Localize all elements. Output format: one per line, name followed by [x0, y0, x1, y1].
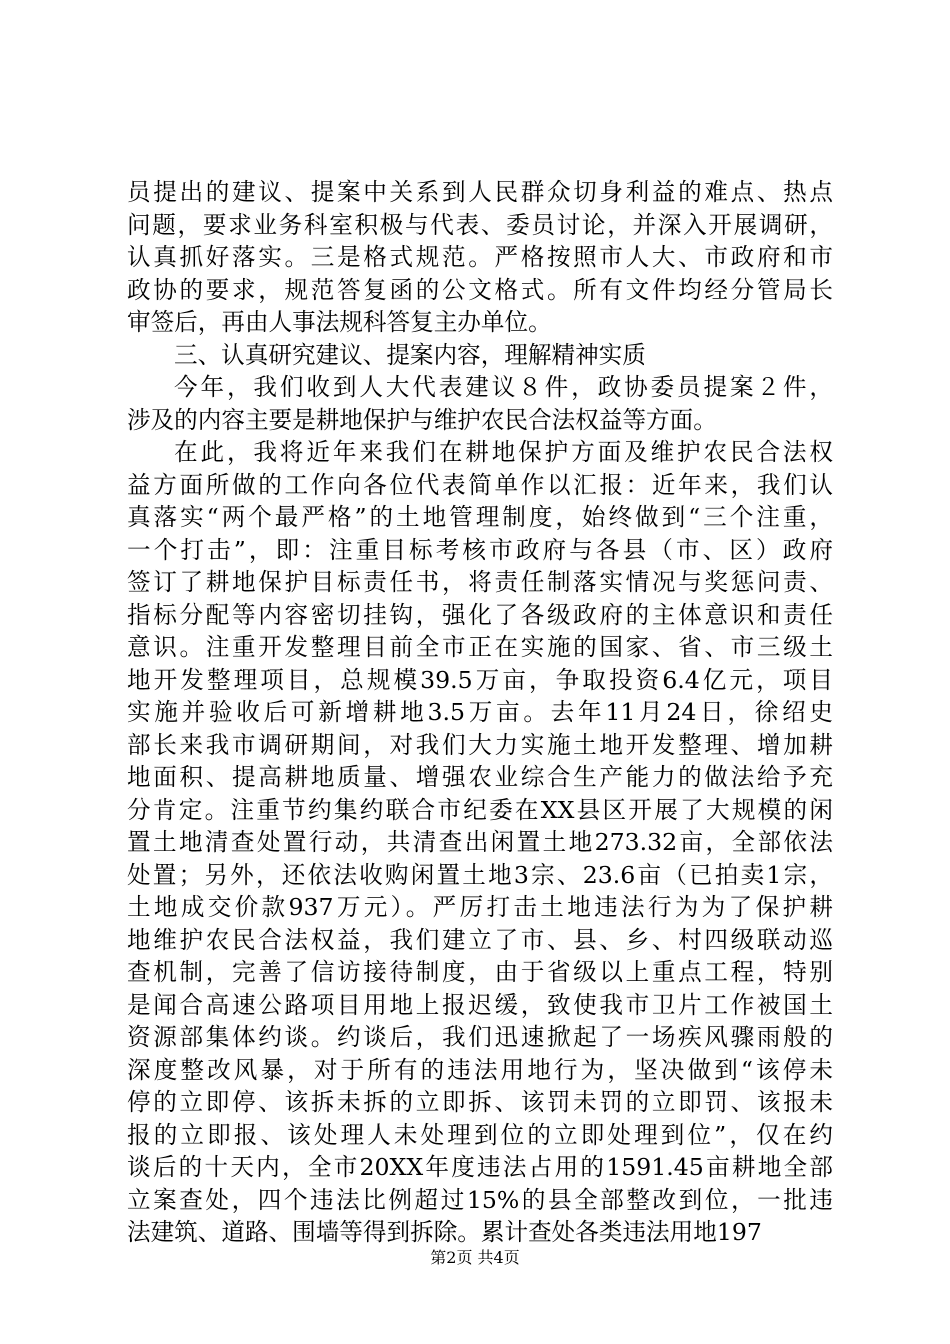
- text-line: 地维护农民合法权益，我们建立了市、县、乡、村四级联动巡: [127, 925, 833, 954]
- text-line: 法建筑、道路、围墙等得到拆除。累计查处各类违法用地197: [127, 1218, 762, 1246]
- text-line: 资源部集体约谈。约谈后，我们迅速掀起了一场疾风骤雨般的: [127, 1023, 833, 1051]
- text-line: 指标分配等内容密切挂钩，强化了各级政府的主体意识和责任: [127, 600, 833, 629]
- page-footer: 第2页 共4页: [430, 1248, 520, 1267]
- text-line: 认真抓好落实。三是格式规范。严格按照市人大、市政府和市: [127, 243, 833, 271]
- text-line: 深度整改风暴，对于所有的违法用地行为，坚决做到“该停未: [127, 1055, 833, 1084]
- text-line: 地开发整理项目，总规模39.5万亩，争取投资6.4亿元，项目: [127, 665, 833, 694]
- text-line: 立案查处，四个违法比例超过15%的县全部整改到位，一批违: [127, 1185, 833, 1214]
- text-line: 意识。注重开发整理目前全市正在实施的国家、省、市三级土: [127, 633, 833, 661]
- text-line: 谈后的十天内，全市20XX年度违法占用的1591.45亩耕地全部: [127, 1153, 833, 1181]
- text-line: 处置；另外，还依法收购闲置土地3宗、23.6亩（已拍卖1宗，: [127, 860, 833, 889]
- text-line: 真落实“两个最严格”的土地管理制度，始终做到“三个注重，: [127, 503, 833, 531]
- text-line: 部长来我市调研期间，对我们大力实施土地开发整理、增加耕: [127, 730, 833, 759]
- text-line: 报的立即报、该处理人未处理到位的立即处理到位”，仅在约: [127, 1120, 833, 1149]
- text-line: 益方面所做的工作向各位代表简单作以汇报：近年来，我们认: [127, 470, 833, 499]
- document-body: [127, 176, 833, 1249]
- text-line: 分肯定。注重节约集约联合市纪委在XX县区开展了大规模的闲: [127, 795, 833, 824]
- text-line: 实施并验收后可新增耕地3.5万亩。去年11月24日，徐绍史: [127, 698, 833, 726]
- text-line: 问题，要求业务科室积极与代表、委员讨论，并深入开展调研，: [127, 210, 833, 239]
- text-line: 是闻合高速公路项目用地上报迟缓，致使我市卫片工作被国土: [127, 990, 833, 1019]
- text-line: 一个打击”，即：注重目标考核市政府与各县（市、区）政府: [127, 535, 833, 564]
- text-line: 在此，我将近年来我们在耕地保护方面及维护农民合法权: [174, 438, 833, 466]
- text-line: 停的立即停、该拆未拆的立即拆、该罚未罚的立即罚、该报未: [127, 1088, 833, 1116]
- text-line: 置土地清查处置行动，共清查出闲置土地273.32亩，全部依法: [127, 828, 833, 856]
- text-line: 三、认真研究建议、提案内容，理解精神实质: [174, 340, 646, 369]
- text-line: 员提出的建议、提案中关系到人民群众切身利益的难点、热点: [127, 178, 833, 206]
- text-line: 涉及的内容主要是耕地保护与维护农民合法权益等方面。: [127, 405, 717, 434]
- text-line: 地面积、提高耕地质量、增强农业综合生产能力的做法给予充: [127, 763, 833, 791]
- text-line: 审签后，再由人事法规科答复主办单位。: [127, 308, 552, 336]
- text-line: 土地成交价款937万元）。严厉打击土地违法行为为了保护耕: [127, 893, 833, 921]
- text-line: 查机制，完善了信访接待制度，由于省级以上重点工程，特别: [127, 958, 833, 986]
- text-line: 政协的要求，规范答复函的公文格式。所有文件均经分管局长: [127, 275, 833, 304]
- text-line: 签订了耕地保护目标责任书，将责任制落实情况与奖惩问责、: [127, 568, 833, 596]
- text-line: 今年，我们收到人大代表建议８件，政协委员提案２件，: [174, 373, 833, 401]
